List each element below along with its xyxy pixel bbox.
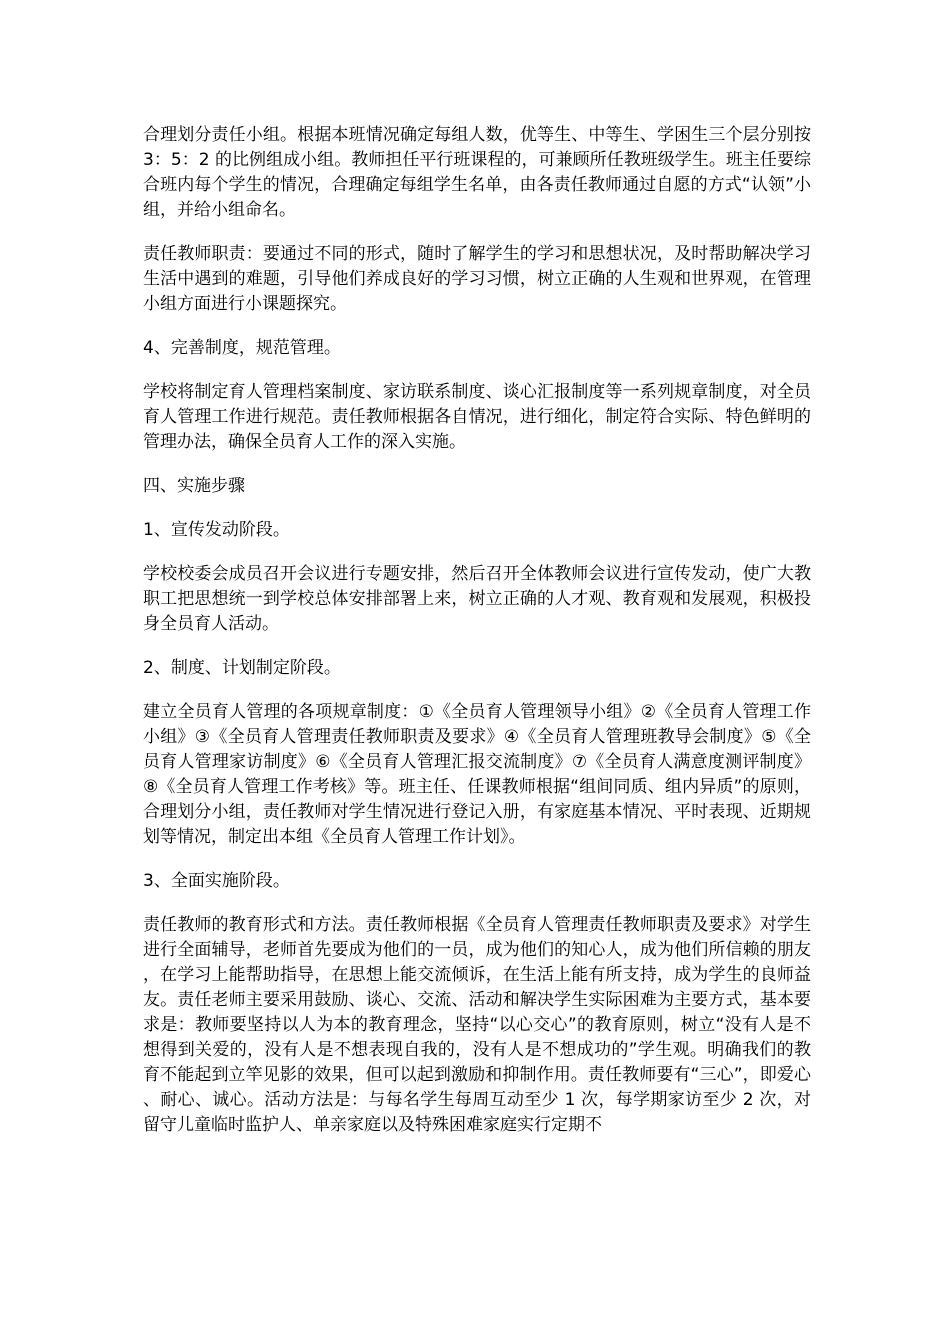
heading-publicity-stage: 1、宣传发动阶段。 [143, 520, 290, 540]
heading-improve-system: 4、完善制度，规范管理。 [143, 338, 341, 358]
heading-planning-stage: 2、制度、计划制定阶段。 [143, 658, 341, 678]
paragraph-teacher-duties: 责任教师职责：要通过不同的形式，随时了解学生的学习和思想状况，及时帮助解决学习生活中遇到的难题，引导他们养成良好的学习习惯，树立正确的人生观和世界观，在管理小组方面进行小课题探究。 [143, 244, 811, 314]
document-body [143, 123, 811, 1157]
paragraph-rules-list: 建立全员育人管理的各项规章制度：①《全员育人管理领导小组》②《全员育人管理工作小组》③《全员育人管理责任教师职责及要求》④《全员育人管理班教导会制度》⑤《全员育人管理家访制度》⑥《全员育人管理汇报交流制度》⑦《全员育人满意度测评制度》⑧《全员育人管理工作考核》等。班主任、任课教师根据“组间同质、组内异质”的原则，合理划分小组，责任教师对学生情况进行登记入册，有家庭基本情况、平时表现、近期规划等情况，制定出本组《全员育人管理工作计划》。 [143, 702, 811, 847]
paragraph-publicity: 学校校委会成员召开会议进行专题安排，然后召开全体教师会议进行宣传发动，使广大教职工把思想统一到学校总体安排部署上来，树立正确的人才观、教育观和发展观，积极投身全员育人活动。 [143, 564, 811, 634]
paragraph-group-division: 合理划分责任小组。根据本班情况确定每组人数，优等生、中等生、学困生三个层分别按 3：5：2 的比例组成小组。教师担任平行班课程的，可兼顾所任教班级学生。班主任要综合班内每个学生的情况，合理确定每组学生名单，由各责任教师通过自愿的方式“认领”小组，并给小组命名。 [143, 125, 811, 220]
paragraph-education-methods: 责任教师的教育形式和方法。责任教师根据《全员育人管理责任教师职责及要求》对学生进行全面辅导，老师首先要成为他们的一员，成为他们的知心人，成为他们所信赖的朋友，在学习上能帮助指导，在思想上能交流倾诉，在生活上能有所支持，成为学生的良师益友。责任老师主要采用鼓励、谈心、交流、活动和解决学生实际困难为主要方式，基本要求是：教师要坚持以人为本的教育理念，坚持“以心交心”的教育原则，树立“没有人是不想得到关爱的，没有人是不想表现自我的，没有人是不想成功的”学生观。明确我们的教育不能起到立竿见影的效果，但可以起到激励和抑制作用。责任教师要有“三心”，即爱心、耐心、诚心。活动方法是：与每名学生每周互动至少 1 次，每学期家访至少 2 次，对留守儿童临时监护人、单亲家庭以及特殊困难家庭实行定期不 [143, 915, 811, 1135]
paragraph-regulations: 学校将制定育人管理档案制度、家访联系制度、谈心汇报制度等一系列规章制度，对全员育人管理工作进行规范。责任教师根据各自情况，进行细化，制定符合实际、特色鲜明的管理办法，确保全员育人工作的深入实施。 [143, 382, 811, 452]
heading-full-implementation-stage: 3、全面实施阶段。 [143, 871, 290, 891]
heading-implementation-steps: 四、实施步骤 [143, 476, 245, 496]
